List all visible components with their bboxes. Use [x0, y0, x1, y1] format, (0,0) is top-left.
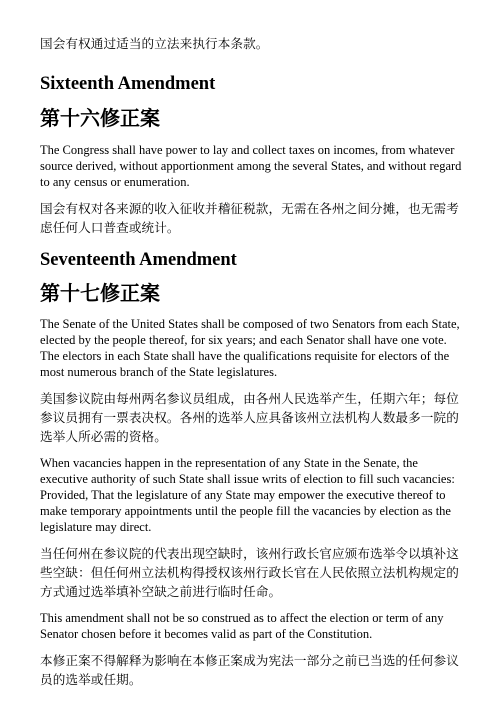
amendment17-para1-zh: 美国参议院由每州两名参议员组成，由各州人民选举产生，任期六年；每位参议员拥有一票表决权。各州的选举人应具备该州立法机构人数最多一院的选举人所必需的资格。 [40, 391, 459, 444]
amendment17-para3-zh: 本修正案不得解释为影响在本修正案成为宪法一部分之前已当选的任何参议员的选举或任期。 [40, 653, 459, 687]
amendment16-text-en: The Congress shall have power to lay and collect taxes on incomes, from whatever source derived, without apportionment among the several States, and without regard to any census or enumeration. [40, 143, 462, 189]
amendment16-title-zh: 第十六修正案 [40, 106, 160, 130]
amendment16-title-en: Sixteenth Amendment [40, 74, 216, 94]
intro-paragraph-zh: 国会有权通过适当的立法来执行本条款。 [40, 36, 269, 51]
amendment17-title-zh: 第十七修正案 [40, 281, 160, 305]
amendment17-title-en: Seventeenth Amendment [40, 250, 237, 270]
amendment17-para1-en: The Senate of the United States shall be composed of two Senators from each State, elected by the people thereof, for six years; and each Senator shall have one vote. The electors in each State shall have the qualifications requisite for electors of the most numerous branch of the State legislatures. [40, 317, 460, 379]
amendment17-para3-en: This amendment shall not be so construed as to affect the election or term of any Senator chosen before it becomes valid as part of the Constitution. [40, 611, 444, 641]
document-page [40, 34, 465, 689]
amendment17-para2-zh: 当任何州在参议院的代表出现空缺时，该州行政长官应颁布选举令以填补这些空缺：但任何州立法机构得授权该州行政长官在人民依照立法机构规定的方式通过选举填补空缺之前进行临时任命。 [40, 546, 459, 599]
amendment17-para2-en: When vacancies happen in the representation of any State in the Senate, the executive authority of such State shall issue writs of election to fill such vacancies: Provided, That the legislature of any State may empower the executive thereof to make temporary appointments until the people fill the vacancies by election as the legislature may direct. [40, 456, 455, 534]
amendment16-text-zh: 国会有权对各来源的收入征收并稽征税款，无需在各州之间分摊，也无需考虑任何人口普查或统计。 [40, 201, 459, 235]
